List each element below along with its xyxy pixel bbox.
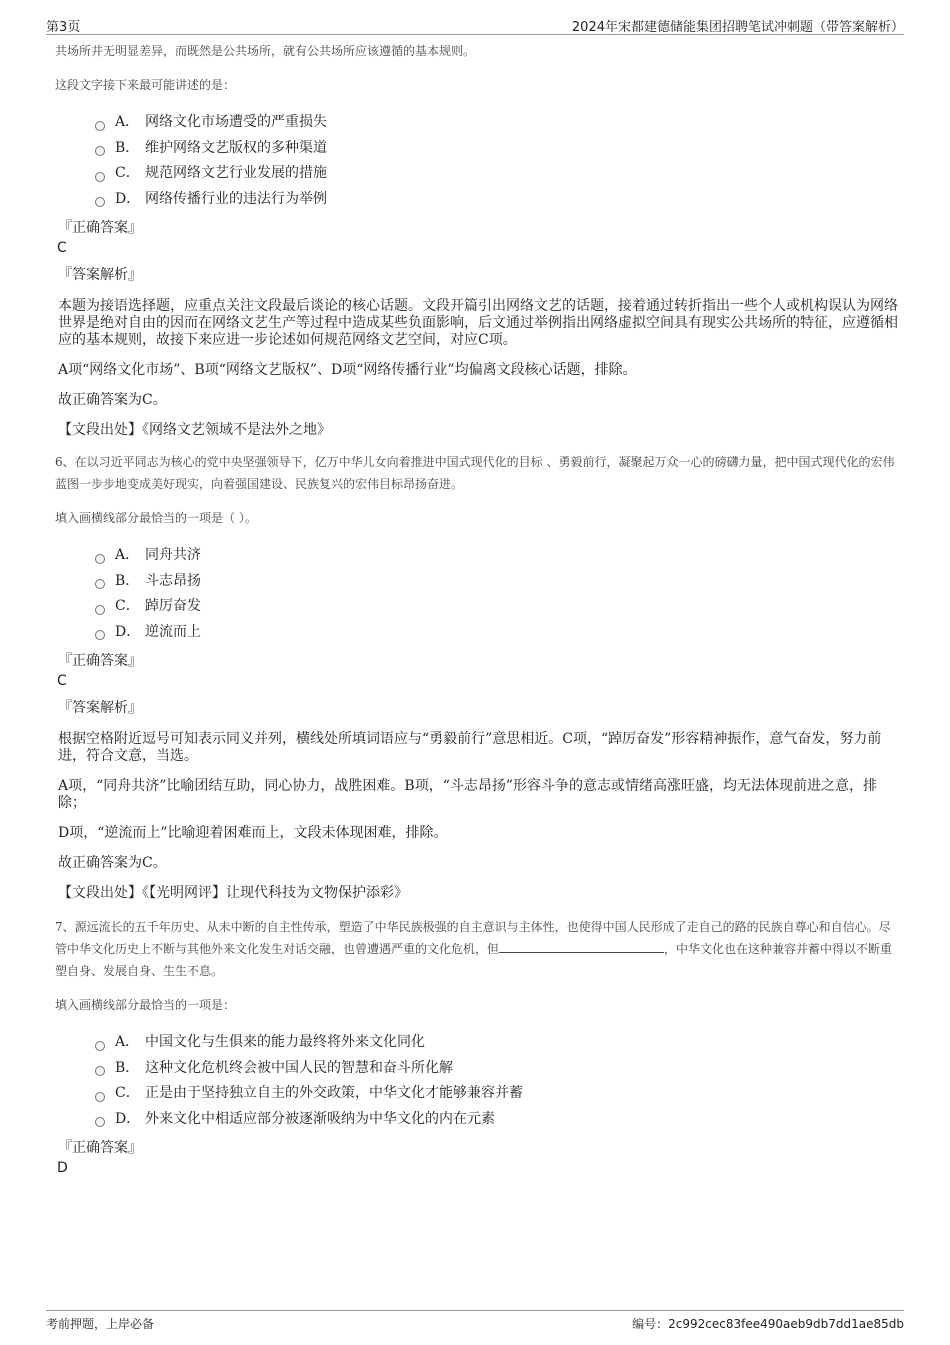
analysis-label: 『答案解析』 (58, 700, 142, 716)
answer-label: 『正确答案』 (58, 653, 142, 669)
question-stem: 7、源远流长的五千年历史、从未中断的自主性传承，塑造了中华民族极强的自主意识与主体性，也使得中国人民形成了走自己的路的民族自尊心和自信心。尽管中华文化历史上不断与其他外来文化发生对话交融，也曾遭遇严重的文化危机，但 ，中华文化也在这种兼容并蓄中得以不断重塑自身、发展自身、生生不息。 (55, 920, 893, 978)
document-id: 编号：2c992cec83fee490aeb9db7dd1ae85db (632, 1317, 904, 1331)
question-stem: 共场所并无明显差异，而既然是公共场所，就有公共场所应该遵循的基本规则。 (55, 44, 476, 58)
option-c[interactable]: C． 踔厉奋发 (95, 594, 900, 620)
option-d[interactable]: D． 网络传播行业的违法行为举例 (95, 187, 900, 213)
option-a[interactable]: A． 同舟共济 (95, 543, 900, 569)
document-title: 2024年宋都建德储能集团招聘笔试冲刺题（带答案解析） (571, 20, 904, 35)
options-list (95, 1030, 900, 1132)
radio-icon[interactable] (95, 197, 105, 207)
option-c[interactable]: C． 规范网络文艺行业发展的措施 (95, 161, 900, 187)
document-body (55, 40, 900, 1179)
question-5 (55, 40, 900, 439)
page-number: 第3页 (46, 20, 81, 35)
option-b[interactable]: B． 斗志昂扬 (95, 569, 900, 595)
analysis-label: 『答案解析』 (58, 267, 142, 283)
option-a[interactable]: A． 网络文化市场遭受的严重损失 (95, 110, 900, 136)
analysis-paragraph: 根据空格附近逗号可知表示同义并列，横线处所填词语应与“勇毅前行”意思相近。C项，“踔厉奋发”形容精神振作，意气奋发，努力前进，符合文意，当选。 (58, 731, 882, 764)
radio-icon[interactable] (95, 630, 105, 640)
radio-icon[interactable] (95, 605, 105, 615)
radio-icon[interactable] (95, 1066, 105, 1076)
question-6 (55, 451, 900, 902)
analysis-paragraph: 本题为接语选择题，应重点关注文段最后谈论的核心话题。文段开篇引出网络文艺的话题，接着通过转折指出一些个人或机构误认为网络世界是绝对自由的因而在网络文艺生产等过程中造成某些负面影响，后文通过举例指出网络虚拟空间具有现实公共场所的特征，应遵循相应的基本规则，故接下来应进一步论述如何规范网络文艺空间，对应C项。 (58, 298, 898, 348)
analysis-paragraph: D项，“逆流而上”比喻迎着困难而上，文段未体现困难，排除。 (58, 825, 448, 841)
fill-blank (499, 940, 664, 953)
option-d[interactable]: D． 逆流而上 (95, 620, 900, 646)
options-list (95, 110, 900, 212)
radio-icon[interactable] (95, 121, 105, 131)
radio-icon[interactable] (95, 1117, 105, 1127)
question-7 (55, 916, 900, 1179)
radio-icon[interactable] (95, 146, 105, 156)
question-prompt: 填入画横线部分最恰当的一项是： (55, 998, 236, 1012)
question-stem: 6、在以习近平同志为核心的党中央坚强领导下，亿万中华儿女向着推进中国式现代化的目标 、勇毅前行，凝聚起万众一心的磅礴力量，把中国式现代化的宏伟蓝图一步步地变成美好现实，向着强国建设、民族复兴的宏伟目标昂扬奋进。 (55, 455, 895, 491)
option-d[interactable]: D． 外来文化中相适应部分被逐渐吸纳为中华文化的内在元素 (95, 1107, 900, 1133)
radio-icon[interactable] (95, 554, 105, 564)
options-list (95, 543, 900, 645)
source-citation: 【文段出处】《网络文艺领域不是法外之地》 (58, 422, 331, 438)
option-b[interactable]: B． 这种文化危机终会被中国人民的智慧和奋斗所化解 (95, 1056, 900, 1082)
option-c[interactable]: C． 正是由于坚持独立自主的外交政策，中华文化才能够兼容并蓄 (95, 1081, 900, 1107)
radio-icon[interactable] (95, 1092, 105, 1102)
answer-label: 『正确答案』 (58, 1140, 142, 1156)
page-footer (46, 1310, 904, 1331)
answer-value: C (57, 240, 67, 256)
answer-value: D (57, 1160, 68, 1176)
footer-slogan: 考前押题，上岸必备 (46, 1317, 155, 1331)
analysis-paragraph: 故正确答案为C。 (58, 392, 167, 408)
answer-label: 『正确答案』 (58, 220, 142, 236)
analysis-paragraph: A项“网络文化市场”、B项“网络文艺版权”、D项“网络传播行业”均偏离文段核心话题，排除。 (58, 362, 637, 378)
analysis-paragraph: 故正确答案为C。 (58, 855, 167, 871)
page-header (46, 14, 904, 35)
radio-icon[interactable] (95, 1041, 105, 1051)
option-b[interactable]: B． 维护网络文艺版权的多种渠道 (95, 136, 900, 162)
radio-icon[interactable] (95, 579, 105, 589)
radio-icon[interactable] (95, 172, 105, 182)
question-prompt: 这段文字接下来最可能讲述的是： (55, 78, 236, 92)
option-a[interactable]: A． 中国文化与生俱来的能力最终将外来文化同化 (95, 1030, 900, 1056)
analysis-paragraph: A项，“同舟共济”比喻团结互助，同心协力，战胜困难。B项，“斗志昂扬”形容斗争的意志或情绪高涨旺盛，均无法体现前进之意，排除； (58, 778, 878, 811)
source-citation: 【文段出处】《【光明网评】让现代科技为文物保护添彩》 (58, 885, 408, 901)
question-prompt: 填入画横线部分最恰当的一项是（ ）。 (55, 511, 257, 525)
answer-value: C (57, 673, 67, 689)
